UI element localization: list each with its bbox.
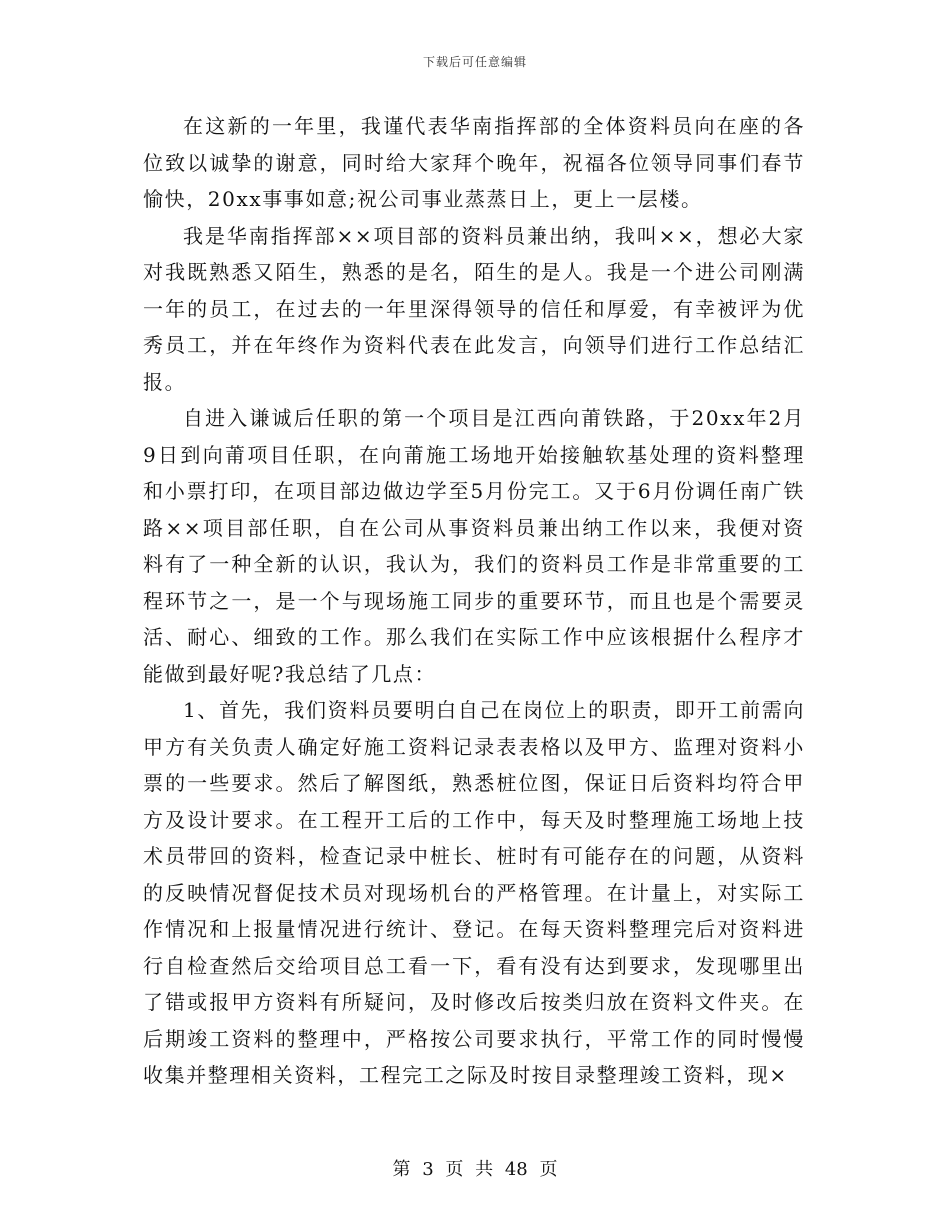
page-header: 下载后可任意编辑 [422, 55, 527, 69]
document-body [143, 108, 805, 1094]
paragraph-introduction: 我是华南指挥部××项目部的资料员兼出纳，我叫××，想必大家对我既熟悉又陌生，熟悉的是名，陌生的是人。我是一个进公司刚满一年的员工，在过去的一年里深得领导的信任和厚爱，有幸被评为优秀员工，并在年终作为资料代表在此发言，向领导们进行工作总结汇报。 [143, 223, 805, 394]
paragraph-point-one: 1、首先，我们资料员要明白自己在岗位上的职责，即开工前需向甲方有关负责人确定好施工资料记录表表格以及甲方、监理对资料小票的一些要求。然后了解图纸，熟悉桩位图，保证日后资料均符合甲方及设计要求。在工程开工后的工作中，每天及时整理施工场地上技术员带回的资料，检查记录中桩长、桩时有可能存在的问题，从资料的反映情况督促技术员对现场机台的严格管理。在计量上，对实际工作情况和上报量情况进行统计、登记。在每天资料整理完后对资料进行自检查然后交给项目总工看一下，看有没有达到要求，发现哪里出了错或报甲方资料有所疑问，及时修改后按类归放在资料文件夹。在后期竣工资料的整理中，严格按公司要求执行，平常工作的同时慢慢收集并整理相关资料，工程完工之际及时按目录整理竣工资料，现× [143, 698, 805, 1087]
paragraph-experience: 自进入谦诚后任职的第一个项目是江西向莆铁路，于20xx年2月9日到向莆项目任职，在向莆施工场地开始接触软基处理的资料整理和小票打印，在项目部边做边学至5月份完工。又于6月份调任南广铁路××项目部任职，自在公司从事资料员兼出纳工作以来，我便对资料有了一种全新的认识，我认为，我们的资料员工作是非常重要的工程环节之一，是一个与现场施工同步的重要环节，而且也是个需要灵活、耐心、细致的工作。那么我们在实际工作中应该根据什么程序才能做到最好呢?我总结了几点： [143, 406, 805, 686]
paragraph-greeting: 在这新的一年里，我谨代表华南指挥部的全体资料员向在座的各位致以诚挚的谢意，同时给大家拜个晚年，祝福各位领导同事们春节愉快，20xx事事如意;祝公司事业蒸蒸日上，更上一层楼。 [143, 114, 805, 211]
page-number-footer: 第 3 页 共 48 页 [392, 1159, 558, 1180]
